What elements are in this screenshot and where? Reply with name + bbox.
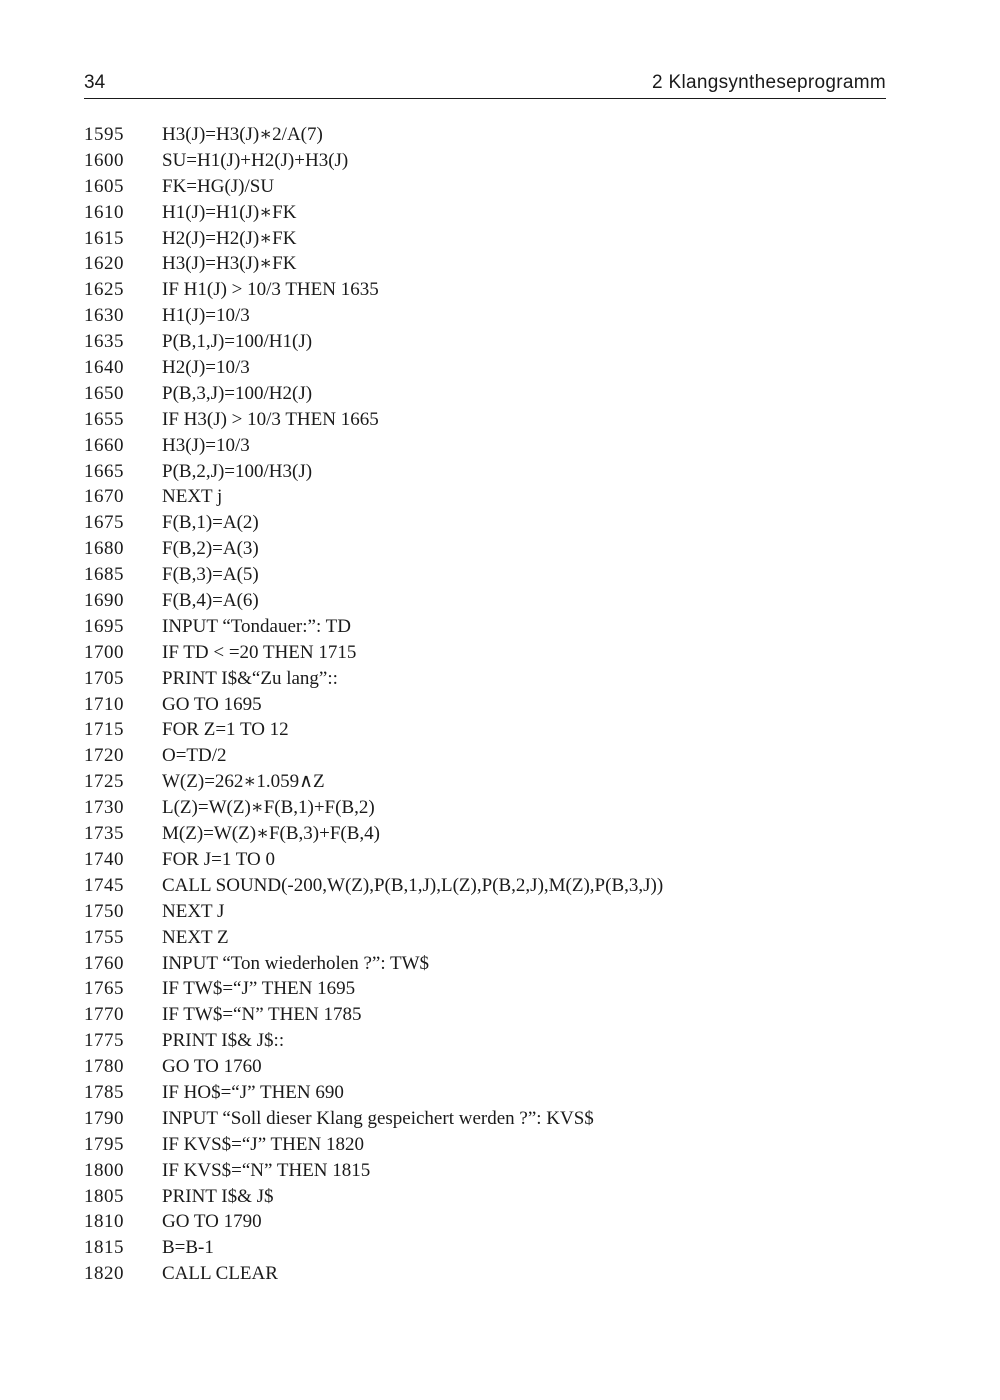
code-line bbox=[84, 717, 904, 743]
line-number: 1595 bbox=[84, 124, 124, 145]
code-line bbox=[84, 1158, 904, 1184]
line-number: 1740 bbox=[84, 848, 124, 870]
basic-statement: CALL CLEAR bbox=[162, 1263, 278, 1285]
line-number: 1700 bbox=[84, 641, 124, 663]
code-line bbox=[84, 562, 904, 588]
basic-statement: INPUT “Soll dieser Klang gespeichert werden ?”: KVS$ bbox=[162, 1107, 594, 1129]
code-line bbox=[84, 381, 904, 407]
code-line bbox=[84, 200, 904, 226]
line-number: 1650 bbox=[84, 382, 124, 404]
code-line bbox=[84, 251, 904, 277]
basic-statement: L(Z)=W(Z)∗F(B,1)+F(B,2) bbox=[162, 797, 375, 819]
line-number: 1705 bbox=[84, 667, 124, 689]
basic-program-listing bbox=[84, 122, 904, 1287]
basic-statement: P(B,2,J)=100/H3(J) bbox=[162, 460, 313, 482]
code-line bbox=[84, 588, 904, 614]
basic-statement: IF KVS$=“N” THEN 1815 bbox=[162, 1159, 371, 1181]
line-number: 1710 bbox=[84, 693, 124, 715]
line-number: 1625 bbox=[84, 279, 124, 301]
basic-statement: PRINT I$& J$:: bbox=[162, 1030, 285, 1052]
code-line bbox=[84, 407, 904, 433]
line-number: 1680 bbox=[84, 538, 124, 560]
basic-statement: F(B,2)=A(3) bbox=[162, 538, 259, 560]
basic-statement: FK=HG(J)/SU bbox=[162, 175, 275, 197]
line-number: 1675 bbox=[84, 512, 124, 534]
code-line bbox=[84, 459, 904, 485]
code-line bbox=[84, 743, 904, 769]
chapter-title: 2 Klangsyntheseprogramm bbox=[652, 72, 886, 93]
code-line bbox=[84, 1002, 904, 1028]
code-line bbox=[84, 1132, 904, 1158]
basic-statement: F(B,1)=A(2) bbox=[162, 512, 259, 534]
code-line bbox=[84, 821, 904, 847]
code-line bbox=[84, 1054, 904, 1080]
line-number: 1660 bbox=[84, 434, 124, 456]
line-number: 1810 bbox=[84, 1211, 124, 1233]
line-number: 1725 bbox=[84, 771, 124, 793]
basic-statement: P(B,3,J)=100/H2(J) bbox=[162, 382, 313, 404]
code-line bbox=[84, 433, 904, 459]
line-number: 1715 bbox=[84, 719, 124, 741]
basic-statement: GO TO 1695 bbox=[162, 693, 262, 715]
basic-statement: IF TW$=“J” THEN 1695 bbox=[162, 978, 356, 1000]
line-number: 1630 bbox=[84, 305, 124, 327]
page-header bbox=[84, 70, 886, 99]
code-line bbox=[84, 355, 904, 381]
code-line bbox=[84, 303, 904, 329]
line-number: 1605 bbox=[84, 175, 124, 197]
basic-statement: O=TD/2 bbox=[162, 745, 227, 767]
code-line bbox=[84, 951, 904, 977]
basic-statement: IF HO$=“J” THEN 690 bbox=[162, 1081, 344, 1103]
line-number: 1785 bbox=[84, 1081, 124, 1103]
line-number: 1765 bbox=[84, 978, 124, 1000]
basic-statement: SU=H1(J)+H2(J)+H3(J) bbox=[162, 149, 349, 171]
line-number: 1600 bbox=[84, 149, 124, 171]
line-number: 1815 bbox=[84, 1237, 124, 1259]
line-number: 1735 bbox=[84, 823, 124, 845]
code-line bbox=[84, 148, 904, 174]
line-number: 1745 bbox=[84, 874, 124, 896]
code-line bbox=[84, 510, 904, 536]
line-number: 1615 bbox=[84, 227, 124, 249]
line-number: 1805 bbox=[84, 1185, 124, 1207]
basic-statement: IF KVS$=“J” THEN 1820 bbox=[162, 1133, 364, 1155]
code-line bbox=[84, 899, 904, 925]
basic-statement: INPUT “Tondauer:”: TD bbox=[162, 615, 351, 637]
code-line bbox=[84, 1106, 904, 1132]
code-line bbox=[84, 769, 904, 795]
line-number: 1685 bbox=[84, 564, 124, 586]
basic-statement: F(B,4)=A(6) bbox=[162, 590, 259, 612]
basic-statement: GO TO 1760 bbox=[162, 1056, 262, 1078]
code-line bbox=[84, 1209, 904, 1235]
basic-statement: H2(J)=H2(J)∗FK bbox=[162, 227, 297, 249]
code-line bbox=[84, 1028, 904, 1054]
line-number: 1795 bbox=[84, 1133, 124, 1155]
basic-statement: IF H1(J) > 10/3 THEN 1635 bbox=[162, 279, 379, 301]
line-number: 1790 bbox=[84, 1107, 124, 1129]
line-number: 1775 bbox=[84, 1030, 124, 1052]
basic-statement: H1(J)=H1(J)∗FK bbox=[162, 201, 297, 223]
basic-statement: CALL SOUND(-200,W(Z),P(B,1,J),L(Z),P(B,2,J),M(Z),P(B,3,J)) bbox=[162, 874, 664, 896]
line-number: 1760 bbox=[84, 952, 124, 974]
code-line bbox=[84, 1235, 904, 1261]
code-line bbox=[84, 536, 904, 562]
line-number: 1665 bbox=[84, 460, 124, 482]
code-line bbox=[84, 666, 904, 692]
code-line bbox=[84, 614, 904, 640]
line-number: 1670 bbox=[84, 486, 124, 508]
code-line bbox=[84, 174, 904, 200]
basic-statement: IF TD < =20 THEN 1715 bbox=[162, 641, 357, 663]
code-line bbox=[84, 329, 904, 355]
basic-statement: FOR J=1 TO 0 bbox=[162, 848, 275, 870]
code-line bbox=[84, 873, 904, 899]
basic-statement: H3(J)=10/3 bbox=[162, 434, 250, 456]
basic-statement: H1(J)=10/3 bbox=[162, 305, 250, 327]
line-number: 1800 bbox=[84, 1159, 124, 1181]
basic-statement: H3(J)=H3(J)∗2/A(7) bbox=[162, 124, 323, 145]
code-line bbox=[84, 1261, 904, 1287]
code-line bbox=[84, 976, 904, 1002]
line-number: 1755 bbox=[84, 926, 124, 948]
code-line bbox=[84, 640, 904, 666]
code-line bbox=[84, 847, 904, 873]
code-line bbox=[84, 1080, 904, 1106]
basic-statement: FOR Z=1 TO 12 bbox=[162, 719, 289, 741]
line-number: 1770 bbox=[84, 1004, 124, 1026]
basic-statement: H3(J)=H3(J)∗FK bbox=[162, 253, 297, 275]
code-line bbox=[84, 122, 904, 148]
basic-statement: W(Z)=262∗1.059∧Z bbox=[162, 771, 325, 793]
code-line bbox=[84, 1184, 904, 1210]
line-number: 1610 bbox=[84, 201, 124, 223]
basic-statement: M(Z)=W(Z)∗F(B,3)+F(B,4) bbox=[162, 823, 380, 845]
page-number: 34 bbox=[84, 72, 106, 93]
basic-statement: H2(J)=10/3 bbox=[162, 357, 250, 379]
line-number: 1635 bbox=[84, 331, 124, 353]
line-number: 1690 bbox=[84, 590, 124, 612]
line-number: 1820 bbox=[84, 1263, 124, 1285]
line-number: 1730 bbox=[84, 797, 124, 819]
line-number: 1750 bbox=[84, 900, 124, 922]
code-line bbox=[84, 484, 904, 510]
code-line bbox=[84, 692, 904, 718]
line-number: 1695 bbox=[84, 615, 124, 637]
basic-statement: IF H3(J) > 10/3 THEN 1665 bbox=[162, 408, 379, 430]
line-number: 1620 bbox=[84, 253, 124, 275]
code-line bbox=[84, 925, 904, 951]
code-line bbox=[84, 795, 904, 821]
basic-statement: P(B,1,J)=100/H1(J) bbox=[162, 331, 313, 353]
line-number: 1640 bbox=[84, 357, 124, 379]
basic-statement: INPUT “Ton wiederholen ?”: TW$ bbox=[162, 952, 430, 974]
line-number: 1720 bbox=[84, 745, 124, 767]
basic-statement: GO TO 1790 bbox=[162, 1211, 262, 1233]
basic-statement: PRINT I$&“Zu lang”:: bbox=[162, 667, 338, 689]
basic-statement: PRINT I$& J$ bbox=[162, 1185, 274, 1207]
line-number: 1780 bbox=[84, 1056, 124, 1078]
basic-statement: NEXT J bbox=[162, 900, 225, 922]
basic-statement: NEXT j bbox=[162, 486, 223, 508]
code-line bbox=[84, 277, 904, 303]
basic-statement: F(B,3)=A(5) bbox=[162, 564, 259, 586]
basic-statement: B=B-1 bbox=[162, 1237, 214, 1259]
basic-statement: NEXT Z bbox=[162, 926, 229, 948]
code-line bbox=[84, 226, 904, 252]
line-number: 1655 bbox=[84, 408, 124, 430]
basic-statement: IF TW$=“N” THEN 1785 bbox=[162, 1004, 362, 1026]
